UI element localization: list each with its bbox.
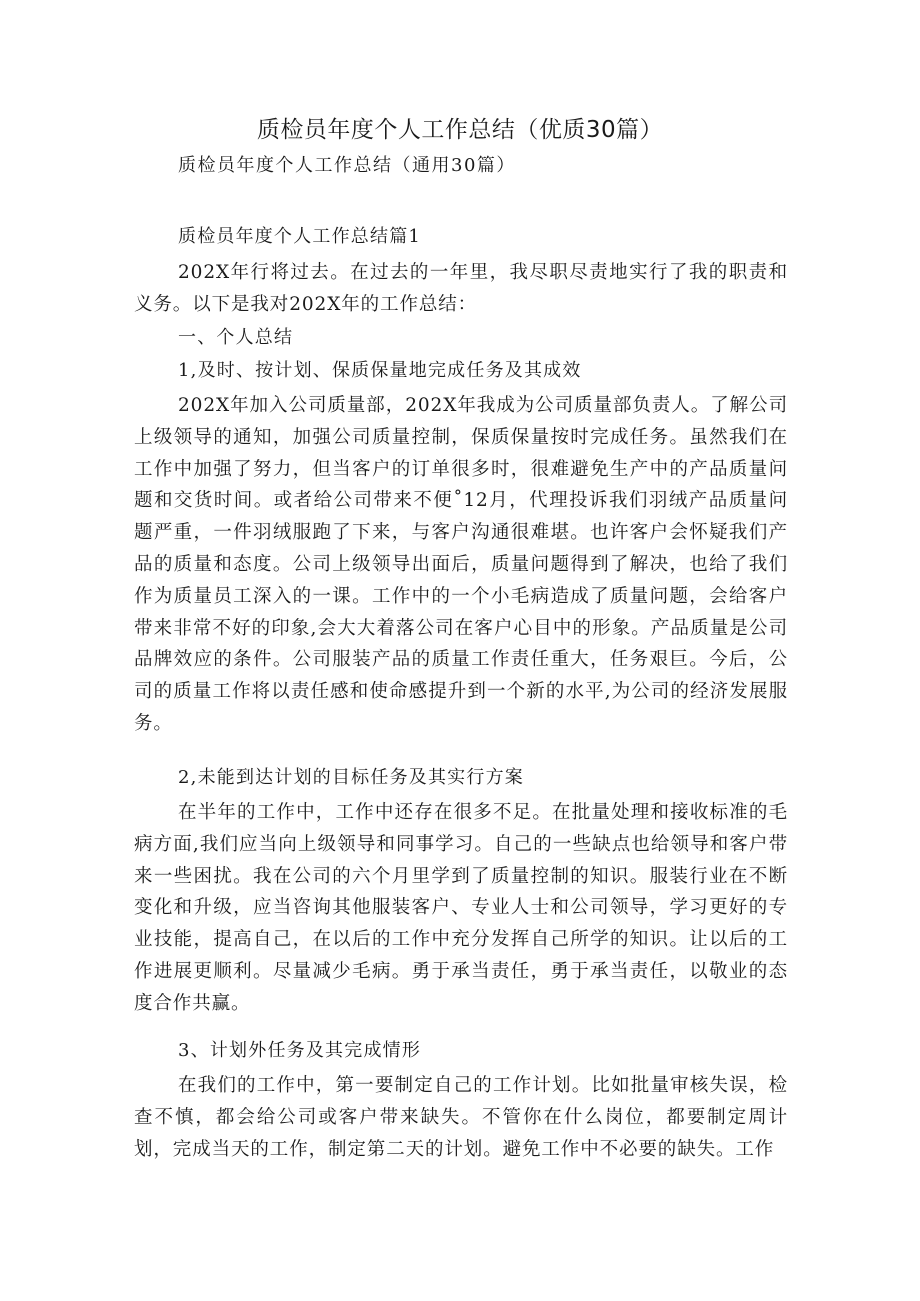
- part1-heading: 一、个人总结: [178, 327, 294, 348]
- document-subtitle: 质检员年度个人工作总结（通用30篇）: [178, 155, 516, 176]
- document-title: 质检员年度个人工作总结（优质30篇）: [256, 117, 664, 143]
- item3-paragraph: 在我们的工作中，第一要制定自己的工作计划。比如批量审核失误，检查不慎，都会给公司或客户带来缺失。不管你在什么岗位，都要制定周计划，完成当天的工作，制定第二天的计划。避免工作中不必要的缺失。工作: [134, 1075, 788, 1160]
- item3-heading: 3、计划外任务及其完成情形: [178, 1040, 422, 1061]
- item2-paragraph: 在半年的工作中，工作中还存在很多不足。在批量处理和接收标准的毛病方面,我们应当向上级领导和同事学习。自己的一些缺点也给领导和客户带来一些困扰。我在公司的六个月里学到了质量控制的知识。服装行业在不断变化和升级，应当咨询其他服装客户、专业人士和公司领导，学习更好的专业技能，提高自己，在以后的工作中充分发挥自己所学的知识。让以后的工作进展更顺利。尽量减少毛病。勇于承当责任，勇于承当责任，以敬业的态度合作共赢。: [134, 802, 788, 1014]
- intro-paragraph: 202X年行将过去。在过去的一年里，我尽职尽责地实行了我的职责和义务。以下是我对202X年的工作总结：: [134, 262, 788, 315]
- item1-paragraph: 202X年加入公司质量部，202X年我成为公司质量部负责人。了解公司上级领导的通知，加强公司质量控制，保质保量按时完成任务。虽然我们在工作中加强了努力，但当客户的订单很多时，很难避免生产中的产品质量问题和交货时间。或者给公司带来不便˚12月，代理投诉我们羽绒产品质量问题严重，一件羽绒服跑了下来，与客户沟通很难堪。也许客户会怀疑我们产品的质量和态度。公司上级领导出面后，质量问题得到了解决，也给了我们作为质量员工深入的一课。工作中的一个小毛病造成了质量问题，会给客户带来非常不好的印象,会大大着落公司在客户心目中的形象。产品质量是公司品牌效应的条件。公司服装产品的质量工作责任重大，任务艰巨。今后，公司的质量工作将以责任感和使命感提升到一个新的水平,为公司的经济发展服务。: [134, 395, 788, 734]
- item1-heading: 1,及时、按计划、保质保量地完成任务及其成效: [178, 360, 582, 381]
- item2-heading: 2,未能到达计划的目标任务及其实行方案: [178, 767, 524, 788]
- section-title: 质检员年度个人工作总结篇1: [178, 226, 422, 247]
